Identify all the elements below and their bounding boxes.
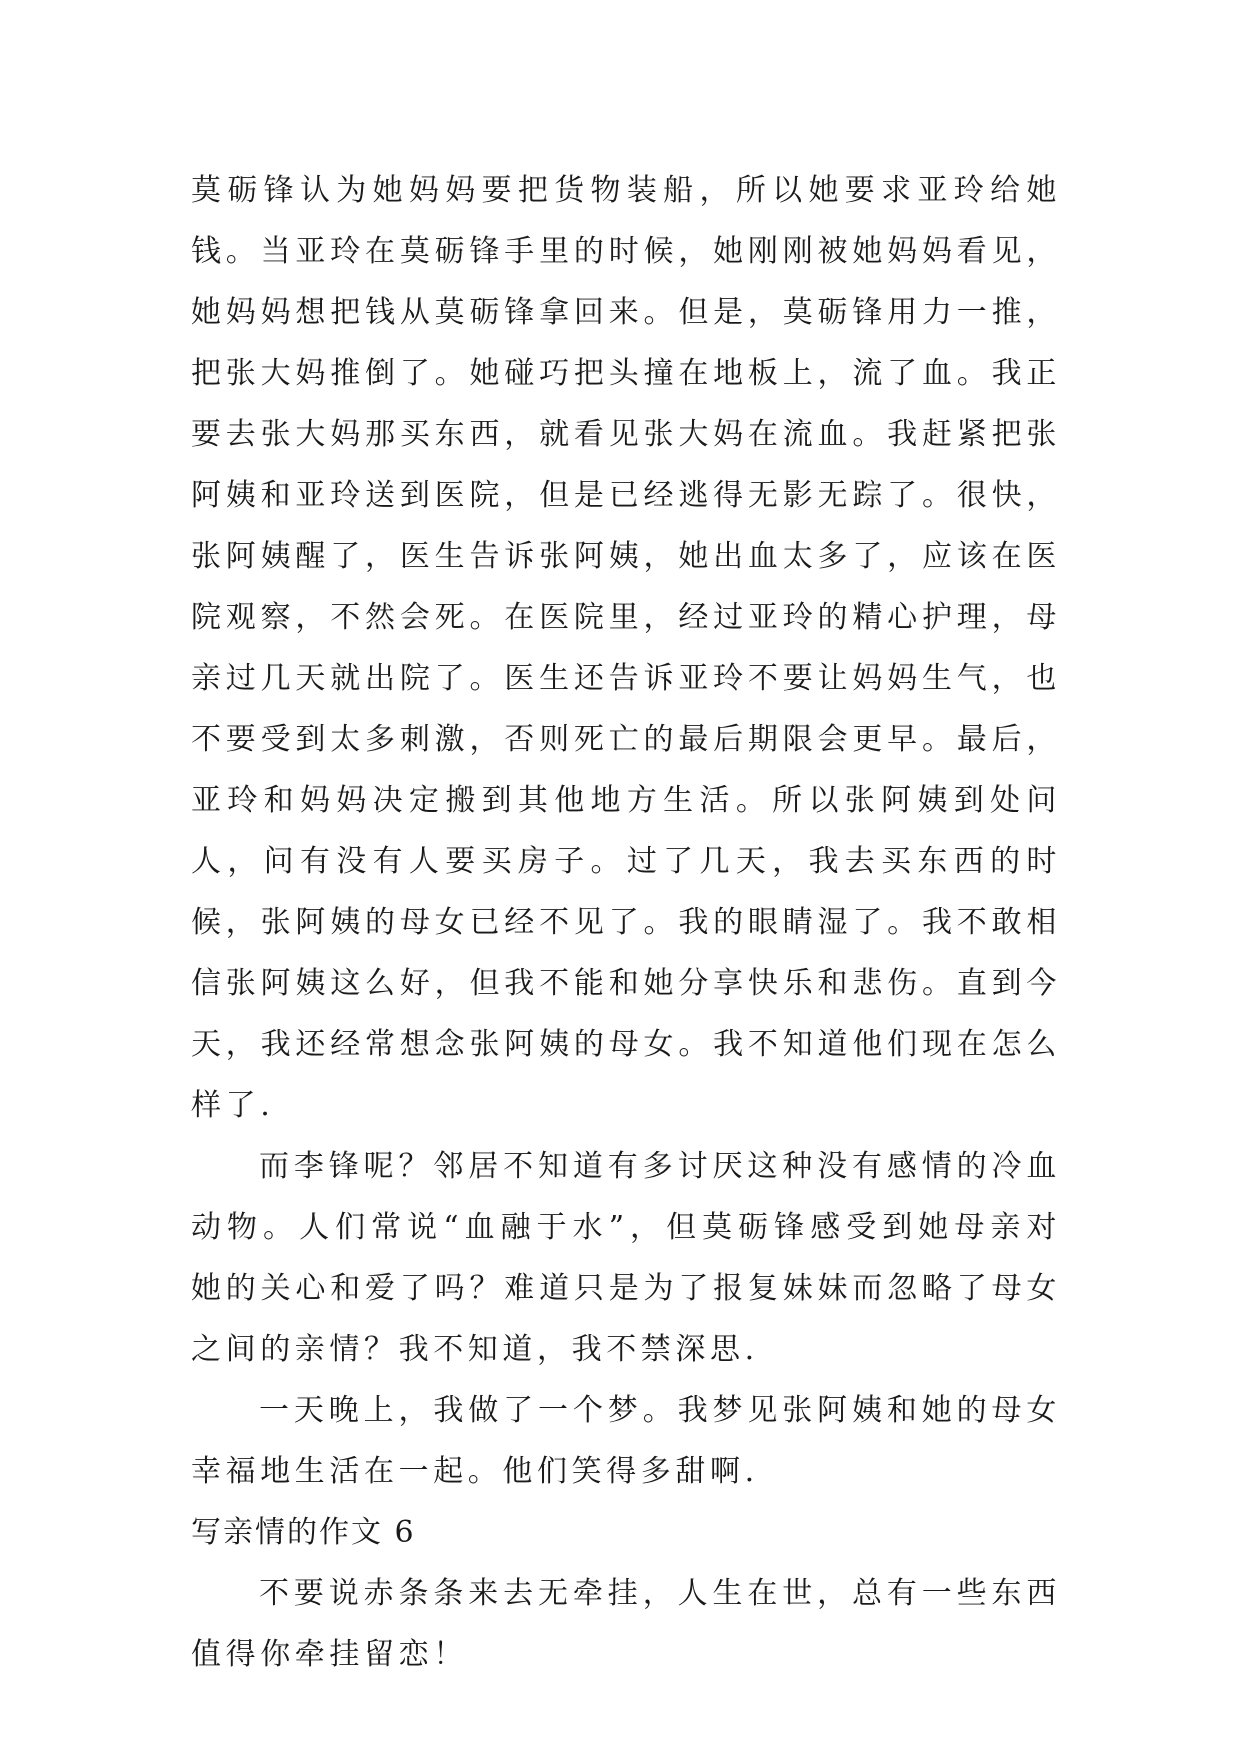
- paragraph-story-continuation: 莫砺锋认为她妈妈要把货物装船，所以她要求亚玲给她钱。当亚玲在莫砺锋手里的时候，她刚刚被她妈妈看见，她妈妈想把钱从莫砺锋拿回来。但是，莫砺锋用力一推，把张大妈推倒了。她碰巧把头撞在地板上，流了血。我正要去张大妈那买东西，就看见张大妈在流血。我赶紧把张阿姨和亚玲送到医院，但是已经逃得无影无踪了。很快，张阿姨醒了，医生告诉张阿姨，她出血太多了，应该在医院观察，不然会死。在医院里，经过亚玲的精心护理，母亲过几天就出院了。医生还告诉亚玲不要让妈妈生气，也不要受到太多刺激，否则死亡的最后期限会更早。最后，亚玲和妈妈决定搬到其他地方生活。所以张阿姨到处问人，问有没有人要买房子。过了几天，我去买东西的时候，张阿姨的母女已经不见了。我的眼睛湿了。我不敢相信张阿姨这么好，但我不能和她分享快乐和悲伤。直到今天，我还经常想念张阿姨的母女。我不知道他们现在怎么样了.: [191, 173, 1061, 1123]
- paragraph-li-feng: 而李锋呢？邻居不知道有多讨厌这种没有感情的冷血动物。人们常说“血融于水”，但莫砺锋感受到她母亲对她的关心和爱了吗？难道只是为了报复妹妹而忽略了母女之间的亲情？我不知道，我不禁深思.: [191, 1149, 1061, 1367]
- paragraph-essay-opening: 不要说赤条条来去无牵挂，人生在世，总有一些东西值得你牵挂留恋！: [191, 1576, 1061, 1672]
- essay-heading: 写亲情的作文 6: [191, 1515, 416, 1550]
- document-page: [191, 160, 1061, 1685]
- paragraph-dream: 一天晚上，我做了一个梦。我梦见张阿姨和她的母女幸福地生活在一起。他们笑得多甜啊.: [191, 1393, 1061, 1489]
